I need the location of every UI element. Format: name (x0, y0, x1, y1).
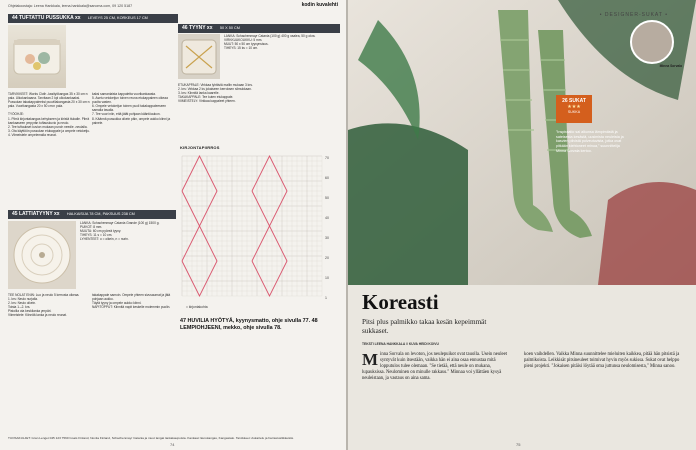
article-lead: Pitsi plus palmikko takaa kesän kepeimmät sukkaset. (362, 318, 487, 335)
pattern-45-meta: HALKAISIJA 78 CM, PAKSUUS 238 CM (66, 212, 135, 216)
chart-y-tick: 30 (325, 236, 329, 240)
chart-y-tick: 50 (325, 196, 329, 200)
chart-y-ticks (325, 156, 329, 300)
pattern-45-difficulty: xx (53, 211, 60, 217)
magazine-logo: kodin kuvalehti (301, 2, 338, 8)
chart-title: KIRJONTAPIIRROS (180, 145, 220, 150)
chart-y-tick: 40 (325, 216, 329, 220)
pattern-46-meta: 50 X 50 CM (219, 26, 240, 30)
chart-y-tick: 20 (325, 256, 329, 260)
pattern-46-difficulty: xx (206, 25, 213, 31)
page-number-left: 74 (170, 442, 175, 447)
header-note: Ohjelakoostaja: Leena Hankkala, leena.hankkala@sanoma.com, 09 120 5187 (8, 4, 133, 8)
pattern-45-instructions: TEE NOLAT ENIN: Luo ja neulo 5 kerrosta oikeaa. 1. krs: Neulo nurjalla. 2. krs: Neulo oikein. Toista 1.–2. krs. Pistoilla ota keskilanka ympäri. Viimeistele: Kiinnitä lanka ja neulo reunat. (8, 293, 80, 318)
pattern-44-bar (8, 14, 178, 23)
supplier-footer: TUOSAKULJET: Gran Lenget 045 123 7560 Coats Finland, Novita Finland, Schachenmayr Catania ja muut langat lankakaupoista. Kankaat: Eurokangas, Kangastalo. Tarvikkeet: Askartelu ja harrastusliikkeistä. (8, 436, 294, 440)
related-patterns-callout: 47 HUVILIA HYÖTYÄ, kyynysmatto, ohje sivulla 77. 48 LEMPIOHJEENI, mekko, ohje sivulla 78. (180, 318, 318, 331)
chart-y-tick: 70 (325, 156, 329, 160)
left-page (0, 0, 346, 450)
chart-y-tick: 1 (325, 296, 327, 300)
section-label: • DESIGNER-SUKAT • (599, 12, 668, 18)
chart-y-tick: 60 (325, 176, 329, 180)
pouch-photo (8, 25, 66, 88)
pattern-44-difficulty: xx (74, 15, 81, 21)
designer-name: Minna Sorvala (659, 64, 682, 68)
article-body-col1 (362, 352, 512, 382)
chart-grid (182, 156, 322, 296)
cushion-photo (178, 34, 220, 79)
badge-number: 26 SUKAT (562, 98, 586, 104)
badge-label: SUKKA (567, 110, 581, 114)
article-title: Koreasti (362, 290, 439, 314)
pattern-45-bar (8, 210, 176, 219)
byline: TEKSTI LEENA HANKKALA // KUVA HEIDI KOIVU (362, 342, 439, 346)
pattern-46-materials: LANKA: Schachenmayr Catania (100 g) 400 g vaalea, 50 g okra. VIRKKUUKOUKKU: 5 mm. MUUT: 50 x 50 cm tyynynsisus. TIHEYS: 15 ks = 10 cm. (224, 34, 316, 51)
pattern-46-bar (178, 24, 340, 33)
badge-stars: ★★★ (567, 104, 581, 110)
floor-cushion-photo (8, 221, 76, 289)
pattern-44-instructions-2: kaksi samanlaista kappaletta vuorikankaasta. 5. Asetu vetoketjun toinen reuna etukappaleen oikeaa puolta vasten. 6. Ompele vetoketjun toinen puoli takakappaleeseen samalla tavalla. 7. Tee vuori niin, että jätät pohjaan kääntöaukon. 8. Käännä pussukka oikein päin, ompele aukko kiinni ja painele. (92, 92, 171, 125)
pattern-45-title: 45 LATTIATYYNY (12, 211, 53, 217)
right-page (348, 0, 696, 450)
pattern-45-materials: LANKA: Schachenmayr Catania Grande (100 g) 1500 g. PUIKOT: 8 mm. MUUTA: 60 cm pyöreä tyyny. TIHEYS: 11 s = 10 cm. LYHENTEET: o = oikein, n = nurin. (80, 221, 160, 242)
pattern-44-meta: LEVEYS 25 CM, KORKEUS 17 CM (87, 16, 148, 20)
chart-legend: = kirjontakohta (186, 305, 208, 309)
designer-avatar (630, 20, 674, 64)
article-body-col2: koen vaihdellen. Vaikka Minna suunnittelee mieluiten kaikkea, pitää hän pitsistä ja palmikoista. Leikkisät pitsineuleet toimivat hyvin myös sukissa. Sukat ovat helppo pieni projekti. "Jokaisen pitäisi löytää oma juttunsa neulomisesta," Minna sanoo. (524, 352, 680, 369)
pattern-45-instructions-2: takakappale samoin. Ompele yhteen sivusaumat ja jätä pohjaan aukko. Täytä tyyny ja ompele aukko kiinni. NAPITOPPUT: Kiinnitä napit keskelle molemmin puolin. (92, 293, 171, 310)
floor-cushion-image (8, 221, 76, 289)
pattern-46-title: 46 TYYNY (182, 25, 206, 31)
chart-y-tick: 10 (325, 276, 329, 280)
pouch-image (8, 25, 66, 88)
designer-quote: "Inspiraatio sai alkunsa lämpimästä ja sateisesta kesästä, uusimista neuleista ja kasvien pilvistä polveutuvista, jotka ovat pitkään kiehtoneet minua," suunnittelija Minna Sorvala kertoo. (556, 130, 624, 153)
pattern-46-instructions: ETUKAPPALE: Virkkaa lyhtäviä mallin mukaan 3 krs. 2. krs: Virkkaa 2 ks jokaiseen kerroksen silmukkaan. 3. krs: Kiinnitä lanka kaarelle. TAKAKAPPALE: Tee kuten etukappale. VIIMEISTELY: Virkkaa kappaleet yhteen. (178, 83, 253, 104)
pattern-44-title: 44 TUFTATTU PUSSUKKA (12, 15, 74, 21)
pattern-44-instructions: TARVIKKEET: Works Cloth -kasityökangas 35 x 30 cm:n pala. Ulkokankaana. Tarvitaan 2 kpl ulkokankaaksi. Pussukan takakappaleeksi puuvillakangasta 20 x 30 cm:n pala. Vuorikangasta 20 x 50 cm:n pala. TYÖOHJE: 1. Piirrä kirjontakangas kehykseen ja kiristä tiukalle. Piirrä kankaaseen ympyrän tuftauskuvio ja neulo. 2. Tee tuftaukset kuvion mukaan punch needle -neulalla. 3. Ota käyttöön pussukan etukappale ja ompele vetoketju. 4. Viimeistele ompelemalla reunat. (8, 92, 90, 137)
pattern-badge (556, 95, 592, 123)
embroidery-chart (180, 152, 340, 302)
drop-cap: M (362, 350, 379, 369)
cushion-image (178, 34, 220, 79)
page-number-right: 75 (516, 442, 521, 447)
body-text-1: inna Sorvala on levoton, jos neulepuikot ovat tauolla. Usein neuleet syntyvät kuin itsestään, vaikka hän ei aina osaa ennustaa mitä lopputulos tulee olemaan. "Se tietää, että neule on mukana, lupauksissa. Neulominen on minulle rakkaus." Minnaa voi yllättäen kysyä neuleistaan, ja vastaus on aina sama. (362, 352, 507, 381)
